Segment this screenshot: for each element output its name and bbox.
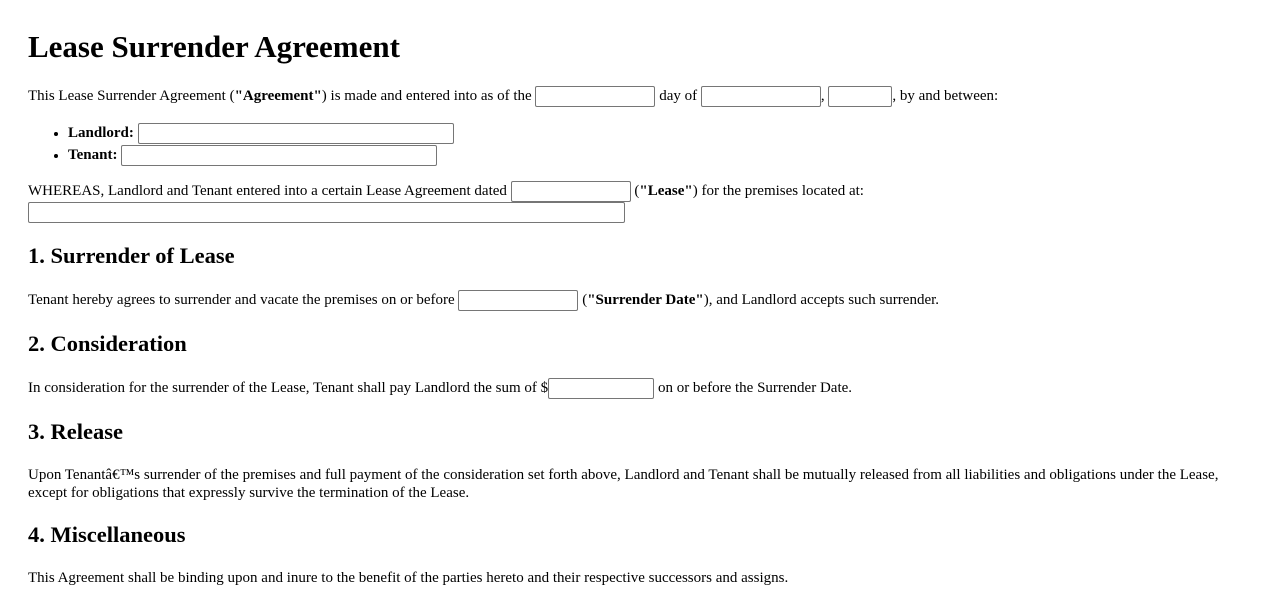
tenant-label: Tenant: bbox=[68, 147, 118, 163]
agreement-term: "Agreement" bbox=[234, 88, 322, 104]
surrender-date-term: "Surrender Date" bbox=[587, 292, 704, 308]
parties-list bbox=[28, 122, 454, 166]
intro-suffix-text: , by and between: bbox=[892, 88, 999, 104]
whereas-suffix-text: ) for the premises located at: bbox=[692, 183, 864, 199]
miscellaneous-paragraph: This Agreement shall be binding upon and inure to the benefit of the parties hereto and their respective successors and assigns. bbox=[28, 570, 789, 586]
agreement-year-input[interactable] bbox=[828, 86, 892, 107]
whereas-prefix-text: WHEREAS, Landlord and Tenant entered into a certain Lease Agreement dated bbox=[28, 183, 507, 199]
intro-middle-text: ) is made and entered into as of the bbox=[321, 88, 532, 104]
surrender-paragraph bbox=[28, 290, 939, 311]
whereas-paragraph bbox=[28, 181, 864, 202]
surrender-date-input[interactable] bbox=[458, 290, 578, 311]
premises-address-input[interactable] bbox=[28, 202, 625, 223]
section-heading-miscellaneous: 4. Miscellaneous bbox=[28, 522, 186, 547]
surrender-open-paren: ( bbox=[582, 292, 588, 308]
surrender-prefix-text: Tenant hereby agrees to surrender and vacate the premises on or before bbox=[28, 292, 455, 308]
section-heading-consideration: 2. Consideration bbox=[28, 331, 187, 356]
section-heading-surrender: 1. Surrender of Lease bbox=[28, 243, 235, 268]
list-item bbox=[68, 144, 454, 166]
surrender-suffix-text: ), and Landlord accepts such surrender. bbox=[703, 292, 940, 308]
tenant-name-input[interactable] bbox=[121, 145, 437, 166]
day-of-text: day of bbox=[659, 88, 698, 104]
release-paragraph: Upon Tenantâ€™s surrender of the premises and full payment of the consideration set forth above, Landlord and Tenant shall be mutually released from all liabilities and obligations under the Lease, except for obligations that expressly survive the termination of the Lease. bbox=[28, 467, 1219, 501]
consideration-suffix-text: on or before the Surrender Date. bbox=[657, 380, 853, 396]
section-heading-release: 3. Release bbox=[28, 419, 123, 444]
intro-paragraph bbox=[28, 86, 998, 107]
intro-prefix-text: This Lease Surrender Agreement ( bbox=[28, 88, 235, 104]
landlord-name-input[interactable] bbox=[138, 123, 454, 144]
list-item bbox=[68, 122, 454, 144]
premises-address-row bbox=[28, 202, 625, 223]
date-comma: , bbox=[820, 88, 825, 104]
agreement-month-input[interactable] bbox=[701, 86, 821, 107]
page-title: Lease Surrender Agreement bbox=[28, 29, 400, 64]
agreement-day-input[interactable] bbox=[535, 86, 655, 107]
consideration-paragraph bbox=[28, 378, 852, 399]
lease-term: "Lease" bbox=[639, 183, 693, 199]
whereas-open-paren: ( bbox=[634, 183, 640, 199]
consideration-amount-input[interactable] bbox=[548, 378, 654, 399]
consideration-prefix-text: In consideration for the surrender of the Lease, Tenant shall pay Landlord the sum of $ bbox=[28, 380, 549, 396]
landlord-label: Landlord: bbox=[68, 125, 134, 141]
lease-date-input[interactable] bbox=[511, 181, 631, 202]
